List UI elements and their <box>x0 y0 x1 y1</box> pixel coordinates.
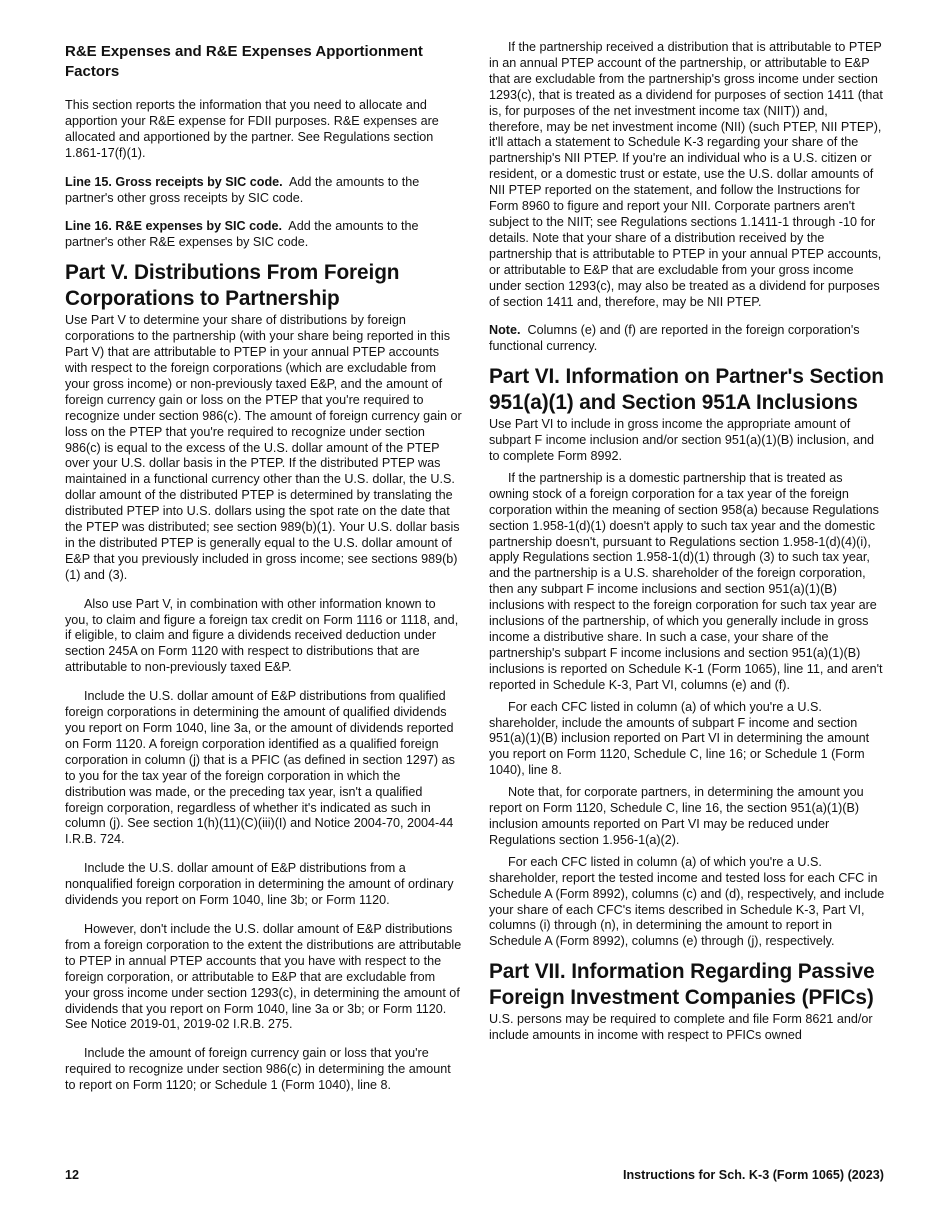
note-paragraph <box>489 323 885 355</box>
re-expenses-intro: This section reports the information that you need to allocate and apportion your R&E expense for FDII purposes. R&E expenses are allocated and apportioned by the partner. See Regulations section 1.861-17(f)(1). <box>65 98 439 160</box>
line-16-text: Add the amounts to the partner's other R&E expenses by SIC code. <box>65 219 419 250</box>
part-6-paragraph-5: For each CFC listed in column (a) of which you're a U.S. shareholder, report the tested income and tested loss for each CFC in Schedule A (Form 8992), columns (c) and (d), respectively, and include your share of each CFC's items described in Schedule K-3, Part VI, columns (i) through (n), in determining the amount to report in Schedule A (Form 8992), columns (e) through (j), respectively. <box>489 854 885 949</box>
part-5-paragraph-4: Include the U.S. dollar amount of E&P distributions from a nonqualified foreign corporation in determining the amount of ordinary dividends you report on Form 1040, line 3b; or Form 1120. <box>65 861 454 908</box>
part-6-paragraph-4: Note that, for corporate partners, in determining the amount you report on Form 1120, Schedule C, line 16, the section 951(a)(1)(B) inclusion amounts reported on Part VI may be reduced under Regulations section 1.956-1(a)(2). <box>489 785 864 847</box>
footer-doc-title: Instructions for Sch. K-3 (Form 1065) (2023) <box>622 1168 884 1182</box>
part-5-paragraph-2: Also use Part V, in combination with other information known to you, to claim and figure a foreign tax credit on Form 1116 or 1118, and, if eligible, to claim and figure a dividends received deduction under section 245A on Form 1120 with respect to distributions that are attributable to non-previously taxed E&P. <box>65 596 459 675</box>
part-7-paragraph-1: U.S. persons may be required to complete and file Form 8621 and/or include amounts in income with respect to PFICs owned <box>489 1012 873 1043</box>
note-label: Note. <box>489 323 521 338</box>
line-15-label: Line 15. Gross receipts by SIC code. <box>65 174 283 189</box>
part-5-paragraph-5: However, don't include the U.S. dollar amount of E&P distributions from a foreign corporation to the extent the distributions are attributable to PTEP in annual PTEP accounts that you have with respect to the foreign corporation, or attributable to E&P that are excludable from your gross income under section 1293(c), in determining the amount of dividends that you report on Form 1040, line 3a or 3b; or Form 1120. See Notice 2019-01, 2019-02 I.R.B. 275. <box>65 921 462 1032</box>
line-16-paragraph <box>65 219 462 251</box>
line-16-label: Line 16. R&E expenses by SIC code. <box>65 219 282 234</box>
re-expenses-heading: R&E Expenses and R&E Expenses Apportionment Factors <box>65 43 423 80</box>
part-5-title: Part V. Distributions From Foreign Corporations to Partnership <box>65 261 400 311</box>
line-15-text: Add the amounts to the partner's other gross receipts by SIC code. <box>65 174 420 205</box>
note-text: Columns (e) and (f) are reported in the foreign corporation's functional currency. <box>489 323 860 354</box>
right-column <box>489 40 885 1050</box>
part-6-paragraph-2: If the partnership is a domestic partnership that is treated as owning stock of a foreign corporation for a tax year of the foreign corporation within the meaning of section 958(a) because Regulations section 1.958-1(d)(1) doesn't apply to such tax year and the domestic partnership doesn't, pursuant to Regulations section 1.958-1(d)(4)(i), apply Regulations section 1.958-1(d)(1) through (3) to such tax year, and the partnership is a U.S. shareholder of the foreign corporation, then any subpart F income inclusions and section 951(a)(1)(B) inclusions with respect to the foreign corporation for such tax year are inclusions of the partnership, of which you generally include in gross income a distributive share. In such a case, your share of the partnership's subpart F income inclusions and section 951(a)(1)(B) inclusions is reported on Schedule K-1 (Form 1065), line 11, and aren't reported in Schedule K-3, Part VI, columns (e) and (f). <box>489 470 883 692</box>
part-5-paragraph-3: Include the U.S. dollar amount of E&P distributions from qualified foreign corporations in determining the amount of qualified dividends you report on Form 1040, line 3a, or the amount of dividends reported on Form 1120. A foreign corporation identified as a qualified foreign corporation in column (j) that is a PFIC (as defined in section 1297) as to you for the tax year of the foreign corporation in which the distribution was made, or the preceding tax year, isn't a qualified foreign corporation, regardless of whether it's indicated as such in column (j). See section 1(h)(11)(C)(iii)(I) and Notice 2004-70, 2004-44 I.R.B. 724. <box>65 689 455 847</box>
line-15-paragraph <box>65 175 462 207</box>
left-column <box>65 40 462 1107</box>
part-5-paragraph-6: Include the amount of foreign currency gain or loss that you're required to recognize under section 986(c) in determining the amount to report on Form 1120; or Schedule 1 (Form 1040), line 8. <box>65 1046 451 1093</box>
part-6-paragraph-3: For each CFC listed in column (a) of which you're a U.S. shareholder, include the amounts of subpart F income and section 951(a)(1)(B) inclusion reported on Part VI in determining the amount you report on Form 1120, Schedule C, line 16; or Schedule 1 (Form 1040), line 8. <box>489 699 870 778</box>
part-6-paragraph-1: Use Part VI to include in gross income the appropriate amount of subpart F income inclusion and/or section 951(a)(1)(B) inclusion, and to complete Form 8992. <box>489 417 875 464</box>
part-5-paragraph-1: Use Part V to determine your share of distributions by foreign corporations to the partnership (with your share being reported in this Part V) that are attributable to PTEP in your annual PTEP accounts with respect to the foreign corporations (which are excludable from your gross income) or non-previously taxed E&P, and the amount of foreign currency gain or loss on the PTEP that you're required to recognize under section 986(c). The amount of foreign currency gain or loss on the PTEP that you're required to recognize under section 986(c) is equal to the excess of the U.S. dollar amount of the PTEP over your U.S. dollar basis in the PTEP. If the distributed PTEP was maintained in a functional currency other than the U.S. dollar, the U.S. dollar amount of the distributed PTEP is determined by translating the distributed PTEP into U.S. dollars using the spot rate on the date that the PTEP was distributed; see section 989(b)(1). Your U.S. dollar basis in the distributed PTEP is generally equal to the U.S. dollar amount of E&P that you previously included in gross income; see sections 989(b)(1) and (3). <box>65 313 462 582</box>
page-number: 12 <box>65 1168 80 1182</box>
part-6-title: Part VI. Information on Partner's Section 951(a)(1) and Section 951A Inclusions <box>489 365 884 415</box>
nii-ptep-paragraph: If the partnership received a distribution that is attributable to PTEP in an annual PTEP account of the partnership, or attributable to E&P that are excludable from the partnership's gross income under section 1293(c), that is treated as a dividend for purposes of section 1411 (that is, for purposes of the net investment income tax (NIIT)) and, therefore, may be net investment income (NII) (such PTEP, NII PTEP), it'll attach a statement to Schedule K-3 regarding your share of the partnership's NII PTEP. If you're an individual who is a U.S. citizen or resident, or a domestic trust or estate, use the U.S. dollar amounts of NII PTEP reported on the statement, and follow the Instructions for Form 8960 to figure and report your NII. Corporate partners aren't subject to the NIIT; see Regulations sections 1.1411-1 through -10 for details. Note that your share of a distribution received by the partnership that is attributable to PTEP in your annual PTEP accounts, or attributable to E&P that are excludable from your gross income under section 1293(c), may also be treated as a dividend for purposes of section 1411 and, therefore, may be NII PTEP. <box>489 40 883 309</box>
part-7-title: Part VII. Information Regarding Passive Foreign Investment Companies (PFICs) <box>489 960 875 1010</box>
